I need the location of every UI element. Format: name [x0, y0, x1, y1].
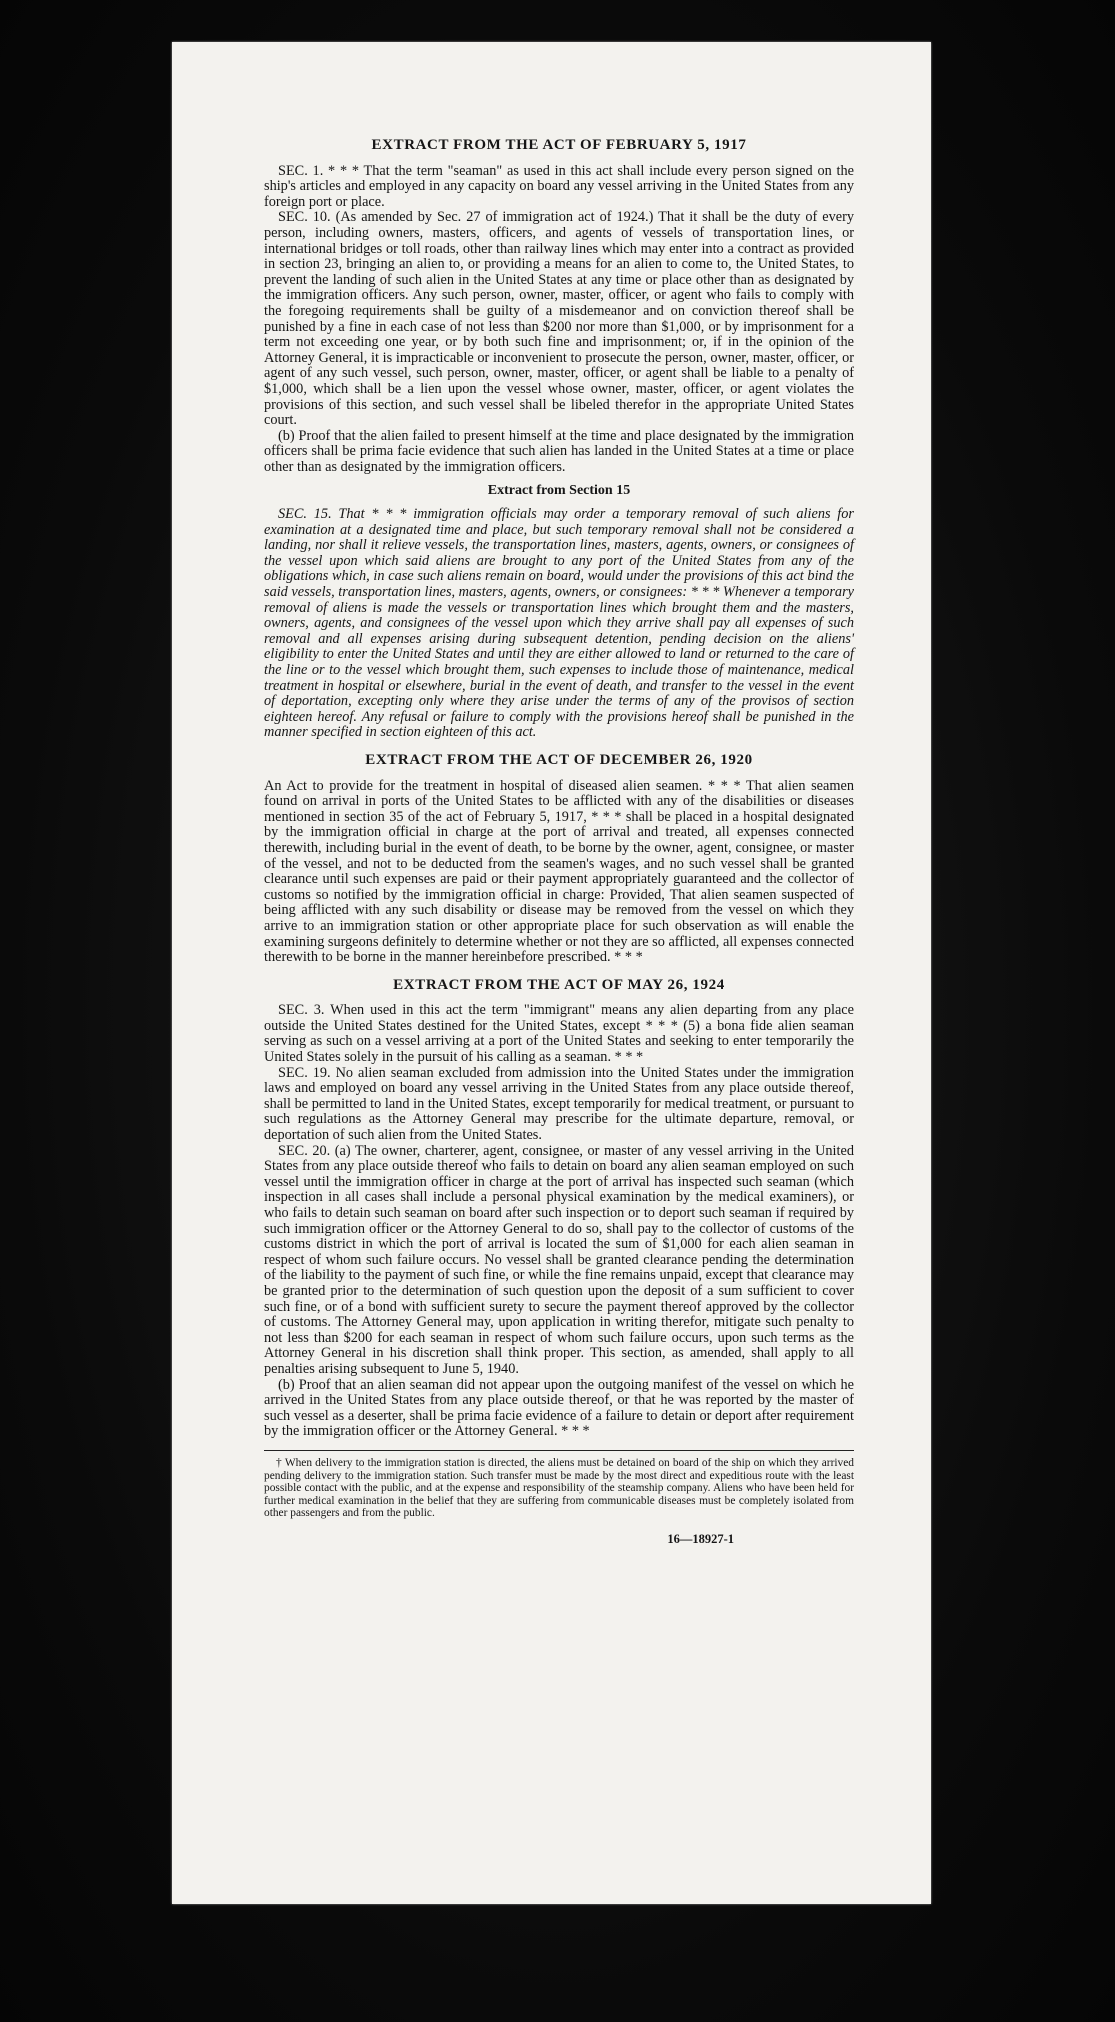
paragraph-sec-10: SEC. 10. (As amended by Sec. 27 of immigration act of 1924.) That it shall be the duty of every person, including owners, masters, officers, and agents of vessels of transportation lines, or international bridges or toll roads, other than railway lines which may enter into a contract as provided in section 23, bringing an alien to, or providing a means for an alien to come to, the United States, to prevent the landing of such alien in the United States at any time or place other than as designated by the immigration officers. Any such person, owner, master, officer, or agent who fails to comply with the foregoing requirements shall be guilty of a misdemeanor and on conviction thereof shall be punished by a fine in each case of not less than $200 nor more than $1,000, or by imprisonment for a term not exceeding one year, or by both such fine and imprisonment; or, if in the opinion of the Attorney General, it is impracticable or inconvenient to prosecute the person, owner, master, officer, or agent of any such vessel, such person, owner, master, officer, or agent shall be liable to a penalty of $1,000, which shall be a lien upon the vessel whose owner, master, officer, or agent violates the provisions of this section, and such vessel shall be libeled therefor in the appropriate United States court. [264, 209, 854, 429]
form-number: 16—18927-1 [667, 1531, 734, 1546]
paragraph-sec-10-b: (b) Proof that the alien failed to present himself at the time and place designated by the immigration officers shall be prima facie evidence that such alien has landed in the United States at a time or place other than as designated by the immigration officers. [264, 427, 854, 475]
section-act-may-1924 [264, 978, 854, 1440]
document-page [172, 42, 931, 1904]
document-body [264, 138, 854, 1547]
section-heading: EXTRACT FROM THE ACT OF FEBRUARY 5, 1917 [371, 137, 747, 153]
paragraph-sec-19: SEC. 19. No alien seaman excluded from admission into the United States under the immigration laws and employed on board any vessel arriving in the United States from any place outside thereof, shall be permitted to land in the United States, except temporarily for medical treatment, or pursuant to such regulations as the Attorney General may prescribe for the ultimate departure, removal, or deportation of such alien from the United States. [264, 1064, 854, 1144]
section-act-feb-1917 [264, 138, 854, 475]
paragraph-sec-3: SEC. 3. When used in this act the term "immigrant" means any alien departing from any place outside the United States destined for the United States, except * * * (5) a bona fide alien seaman serving as such on a vessel arriving at a port of the United States and seeking to enter temporarily the United States solely in the pursuit of his calling as a seaman. * * * [264, 1002, 854, 1066]
section-heading: Extract from Section 15 [487, 483, 631, 499]
footnote: † When delivery to the immigration station is directed, the aliens must be detained on board of the ship on which they arrived pending delivery to the immigration station. Such transfer must be made by the most direct and expeditious route with the least possible contact with the public, and at the expense and responsibility of the steamship company. Aliens who have been held for further medical examination in the belief that they are suffering from communicable diseases must be completely isolated from other passengers and from the public. [264, 1456, 854, 1520]
footnote-divider [264, 1450, 854, 1451]
paragraph-sec-1: SEC. 1. * * * That the term "seaman" as used in this act shall include every person signed on the ship's articles and employed in any capacity on board any vessel arriving in the United States from any foreign port or place. [264, 162, 854, 210]
paragraph-sec-20-b: (b) Proof that an alien seaman did not appear upon the outgoing manifest of the vessel on which he arrived in the United States from any place outside thereof, or that he was reported by the master of such vessel as a deserter, shall be prima facie evidence of a failure to detain or deport after requirement by the immigration officer or the Attorney General. * * * [264, 1376, 854, 1440]
section-extract-15 [264, 483, 854, 741]
section-act-dec-1920 [264, 753, 854, 966]
paragraph-act-1920: An Act to provide for the treatment in hospital of diseased alien seamen. * * * That alien seamen found on arrival in ports of the United States to be afflicted with any of the disabilities or diseases mentioned in section 35 of the act of February 5, 1917, * * * shall be placed in a hospital designated by the immigration official in charge at the port of arrival and treated, all expenses connected therewith, including burial in the event of death, to be borne by the owner, agent, consignee, or master of the vessel, and not to be deducted from the seamen's wages, and no such vessel shall be granted clearance until such expenses are paid or their payment appropriately guaranteed and the collector of customs so notified by the immigration official in charge: Provided, That alien seamen suspected of being afflicted with any such disability or disease may be removed from the vessel on which they arrive to an immigration station or other appropriate place for such observation as will enable the examining surgeons definitely to determine whether or not they are so afflicted, all expenses connected therewith to be borne in the manner hereinbefore prescribed. * * * [264, 777, 854, 966]
paragraph-sec-20-a: SEC. 20. (a) The owner, charterer, agent, consignee, or master of any vessel arriving in the United States from any place outside thereof who fails to detain on board any alien seaman employed on such vessel until the immigration officer in charge at the port of arrival has inspected such seaman (which inspection in all cases shall include a personal physical examination by the medical examiners), or who fails to detain such seaman on board after such inspection or to deport such seaman if required by such immigration officer or the Attorney General to do so, shall pay to the collector of customs of the customs district in which the port of arrival is located the sum of $1,000 for each alien seaman in respect of whom such failure occurs. No vessel shall be granted clearance pending the determination of the liability to the payment of such fine, or while the fine remains unpaid, except that clearance may be granted prior to the determination of such question upon the deposit of a sum sufficient to cover such fine, or of a bond with sufficient surety to secure the payment thereof approved by the collector of customs. The Attorney General may, upon application in writing therefor, mitigate such penalty to not less than $200 for each seaman in respect of whom such failure occurs, upon such terms as the Attorney General in his discretion shall think proper. This section, as amended, shall apply to all penalties arising subsequent to June 5, 1940. [264, 1142, 854, 1377]
section-heading: EXTRACT FROM THE ACT OF MAY 26, 1924 [393, 976, 725, 993]
paragraph-sec-15: SEC. 15. That * * * immigration officials may order a temporary removal of such aliens for examination at a designated time and place, but such temporary removal shall not be considered a landing, nor shall it relieve vessels, the transportation lines, masters, agents, owners, or consignees of the vessel upon which said aliens are brought to any port of the United States from any of the obligations which, in case such aliens remain on board, would under the provisions of this act bind the said vessels, transportation lines, masters, agents, owners, or consignees: * * * Whenever a temporary removal of aliens is made the vessels or transportation lines which brought them and the masters, owners, agents, and consignees of the vessel upon which they arrive shall pay all expenses of such removal and all expenses arising during subsequent detention, pending decision on the aliens' eligibility to enter the United States and until they are either allowed to land or returned to the care of the line or to the vessel which brought them, such expenses to include those of maintenance, medical treatment in hospital or elsewhere, burial in the event of death, and transfer to the vessel in the event of deportation, excepting only where they arise under the terms of any of the provisos of section eighteen hereof. Any refusal or failure to comply with the provisions hereof shall be punished in the manner specified in section eighteen of this act. [264, 506, 854, 741]
spacer [264, 966, 854, 978]
section-heading: EXTRACT FROM THE ACT OF DECEMBER 26, 1920 [365, 751, 753, 768]
